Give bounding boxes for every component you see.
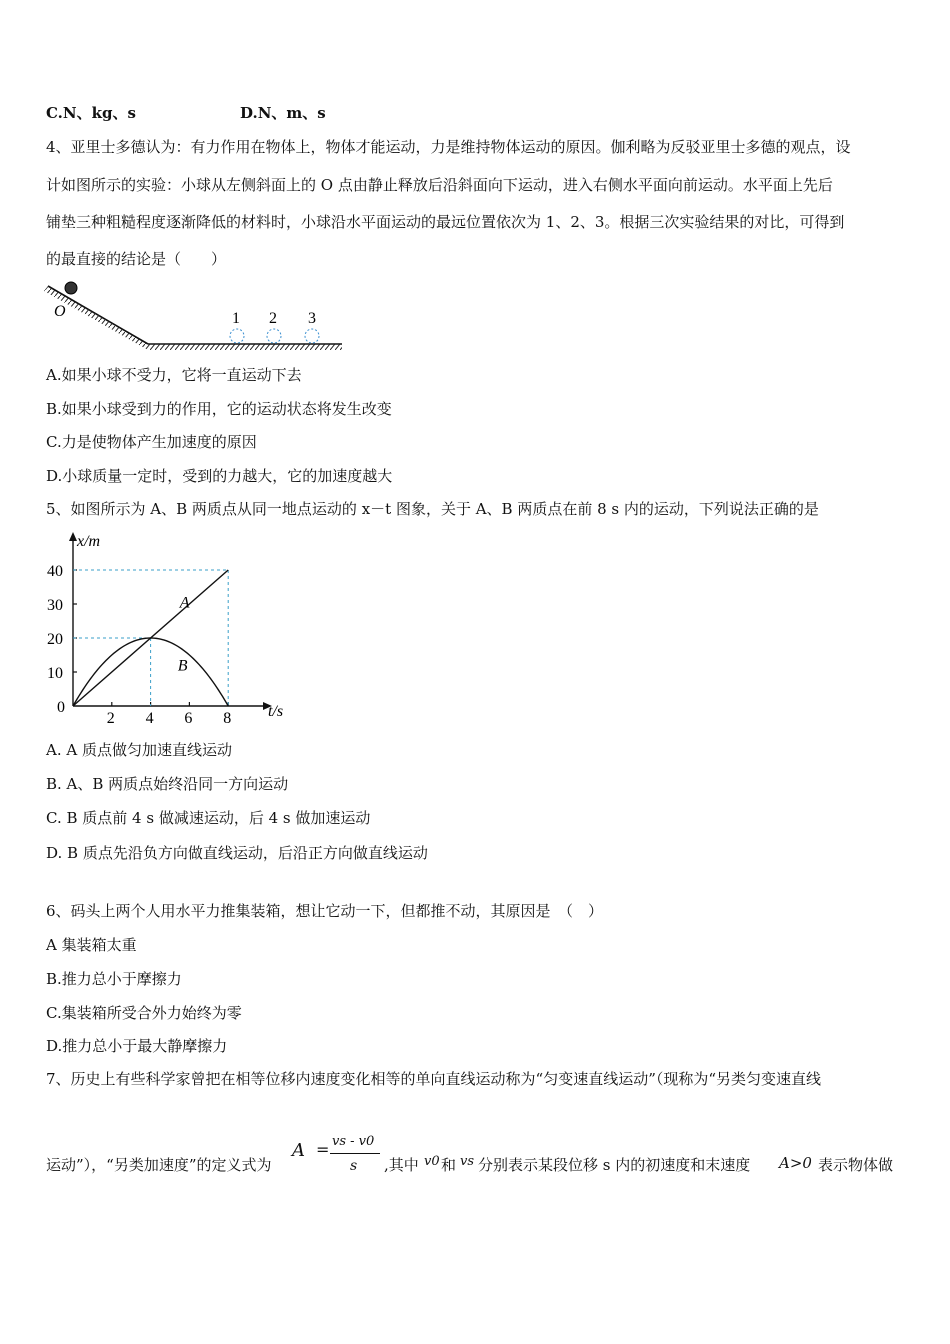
origin-label: 0 [57,699,65,716]
q7-stem-line-2-prefix: 运动”），“另类加速度”的定义式为 [46,1156,272,1174]
position-3-marker [305,329,319,343]
position-2-marker [267,329,281,343]
series-a-line [73,570,228,706]
q5-option-d: D. B 质点先沿负方向做直线运动，后沿正方向做直线运动 [46,844,428,862]
position-2-label: 2 [269,310,277,327]
q6-option-a: A 集装箱太重 [46,936,137,954]
q6-option-c: C.集装箱所受合外力始终为零 [46,1004,242,1022]
q7-text-end: 表示物体做 [818,1156,894,1174]
x-tick-label: 6 [184,710,193,727]
ball [65,282,77,294]
x-tick-label: 4 [145,710,154,727]
q6-stem: 6、码头上两个人用水平力推集装箱，想让它动一下，但都推不动，其原因是 （ ） [46,902,604,920]
q7-stem-line-1: 7、历史上有些科学家曾把在相等位移内速度变化相等的单向直线运动称为“匀变速直线运动”（现称为“另类匀变速直线 [46,1070,822,1088]
y-axis-label: x/m [77,533,101,550]
q4-stem-line-1: 4、亚里士多德认为：有力作用在物体上，物体才能运动，力是维持物体运动的原因。伽利略为反驳亚里士多德的观点，设 [46,138,851,156]
formula-denominator: s [350,1158,358,1174]
q4-option-b: B.如果小球受到力的作用，它的运动状态将发生改变 [46,400,392,418]
option-c-q3: C.N、kg、s [46,104,136,122]
x-axis-label: t/s [268,703,284,720]
formula-fraction-bar [330,1153,380,1154]
symbol-v0: v0 [424,1154,440,1169]
y-tick-label: 40 [47,563,63,580]
q6-option-b: B.推力总小于摩擦力 [46,970,182,988]
series-b-label: B [177,657,188,675]
q5-xt-chart [40,528,300,728]
q4-option-a: A.如果小球不受力，它将一直运动下去 [46,366,302,384]
q5-option-c: C. B 质点前 4 s 做减速运动，后 4 s 做加速运动 [46,809,371,827]
formula-lhs: A [292,1140,305,1161]
y-axis-arrow [69,532,77,541]
q5-stem: 5、如图所示为 A、B 两质点从同一地点运动的 x－t 图象，关于 A、B 两质点在前 8 s 内的运动，下列说法正确的是 [46,500,819,518]
y-tick-label: 20 [47,631,63,648]
series-a-label: A [179,594,190,612]
horizontal-hatch [148,344,342,350]
q4-option-d: D.小球质量一定时，受到的力越大，它的加速度越大 [46,467,393,485]
series-b-curve [73,638,228,706]
q4-stem-line-2: 计如图所示的实验：小球从左侧斜面上的 O 点由静止释放后沿斜面向下运动，进入右侧水平面向前运动。水平面上先后 [46,176,833,194]
q4-stem-line-3: 铺垫三种粗糙程度逐渐降低的材料时，小球沿水平面运动的最远位置依次为 1、2、3。根据三次实验结果的对比，可得到 [46,213,845,231]
position-1-marker [230,329,244,343]
position-1-label: 1 [232,310,240,327]
q7-text-he: 和 [441,1156,457,1174]
position-3-label: 3 [308,310,316,327]
q7-text-definition: 分别表示某段位移 s 内的初速度和末速度 [478,1156,751,1174]
x-tick-label: 8 [223,710,232,727]
q6-option-d: D.推力总小于最大静摩擦力 [46,1037,228,1055]
point-o-label: O [54,303,66,320]
x-tick-label: 2 [106,710,115,727]
option-d-q3: D.N、m、s [240,104,326,122]
q5-option-a: A. A 质点做匀加速直线运动 [46,741,232,759]
condition-a-positive: A>0 [779,1154,812,1172]
q4-figure-incline [40,278,350,353]
q5-option-b: B. A、B 两质点始终沿同一方向运动 [46,775,289,793]
y-tick-label: 10 [47,665,63,682]
formula-numerator: vs - v0 [332,1134,375,1149]
q7-text-qizhong: ,其中 [384,1156,419,1174]
y-tick-label: 30 [47,597,63,614]
q4-option-c: C.力是使物体产生加速度的原因 [46,433,257,451]
symbol-vs: vs [460,1154,475,1169]
formula-equals: = [316,1140,330,1159]
q4-stem-line-4: 的最直接的结论是（ ） [46,250,227,268]
